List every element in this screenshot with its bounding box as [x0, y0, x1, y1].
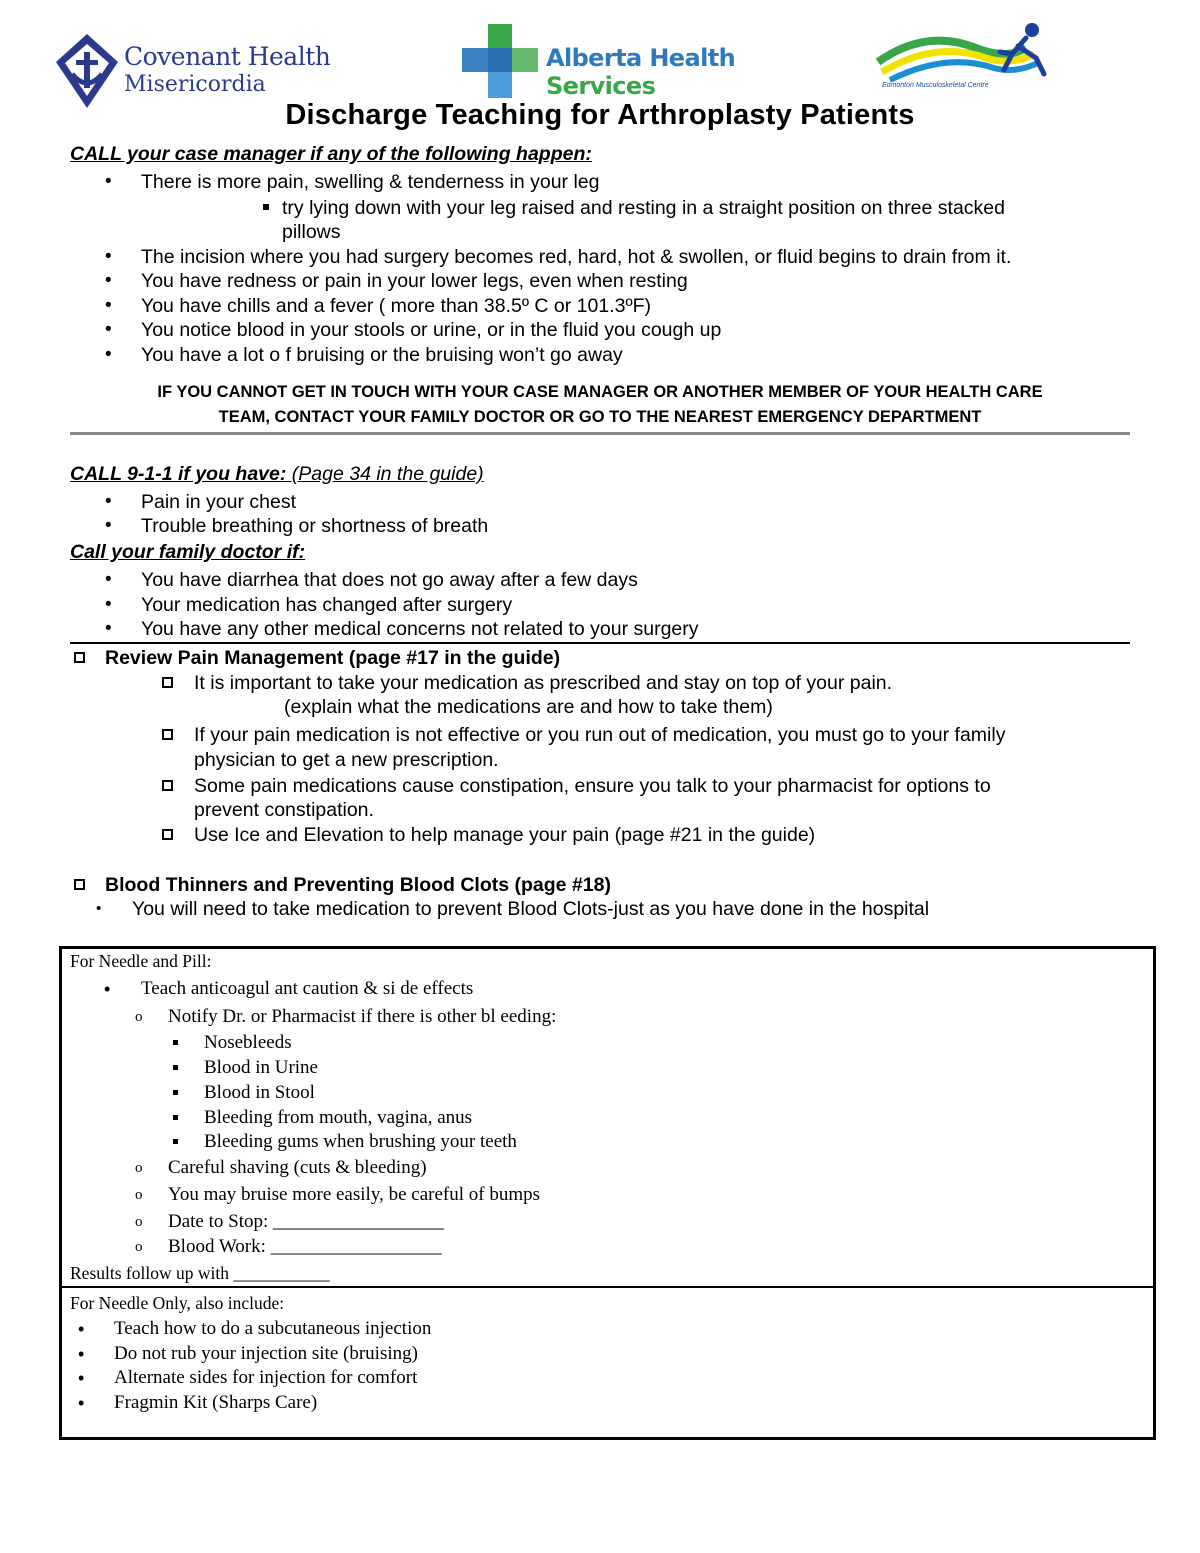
ahs-name-line2: Services	[546, 72, 656, 100]
needle-pill-heading: For Needle and Pill:	[70, 951, 212, 971]
needle-only-item-1: Teach how to do a subcutaneous injection	[114, 1318, 432, 1339]
results-follow-up-field[interactable]: Results follow up with ___________	[70, 1263, 330, 1283]
page-title: Discharge Teaching for Arthroplasty Patients	[285, 99, 915, 131]
warning-line-1: IF YOU CANNOT GET IN TOUCH WITH YOUR CASE MANAGER OR ANOTHER MEMBER OF YOUR HEALTH CARE	[157, 383, 1043, 401]
circle-bullet-icon: o	[135, 1214, 143, 1230]
bullet-icon: •	[105, 515, 112, 536]
covenant-name-line1: Covenant Health	[124, 42, 331, 71]
blood-thinners-item-1: You will need to take medication to prevent Blood Clots-just as you have done in the hospital	[132, 898, 930, 920]
needle-pill-notify: Notify Dr. or Pharmacist if there is other bl eeding:	[168, 1006, 557, 1027]
family-doctor-item-2: Your medication has changed after surgery	[141, 594, 513, 616]
bleeding-sign-5: Bleeding gums when brushing your teeth	[204, 1131, 517, 1152]
case-manager-sub-1-line-1: try lying down with your leg raised and resting in a straight position on three stacked	[282, 197, 1005, 219]
case-manager-item-6: You have a lot o f bruising or the bruising won’t go away	[141, 344, 623, 366]
pain-item-4-checkbox[interactable]	[162, 829, 173, 840]
case-manager-item-2: The incision where you had surgery becomes red, hard, hot & swollen, or fluid begins to drain from it.	[141, 246, 1012, 268]
box-divider	[59, 1286, 1156, 1288]
bullet-icon: •	[105, 295, 112, 316]
date-to-stop-field[interactable]: Date to Stop: __________________	[168, 1211, 445, 1232]
pain-management-heading: Review Pain Management (page #17 in the guide)	[105, 647, 561, 669]
bullet-icon: •	[96, 900, 102, 917]
pain-management-checkbox[interactable]	[74, 652, 85, 663]
square-bullet-icon	[173, 1040, 178, 1045]
bullet-icon: •	[105, 594, 112, 615]
family-doctor-item-1: You have diarrhea that does not go away after a few days	[141, 569, 638, 591]
pain-item-2-line-2: physician to get a new prescription.	[194, 749, 499, 771]
needle-pill-bruise: You may bruise more easily, be careful of bumps	[168, 1184, 541, 1205]
runner-swoosh-icon	[876, 18, 1052, 82]
section-divider	[70, 432, 1130, 435]
pain-item-4: Use Ice and Elevation to help manage your pain (page #21 in the guide)	[194, 824, 816, 846]
needle-only-heading: For Needle Only, also include:	[70, 1293, 285, 1313]
circle-bullet-icon: o	[135, 1009, 143, 1025]
call-911-page-ref: (Page 34 in the guide)	[286, 463, 484, 485]
pain-item-2-checkbox[interactable]	[162, 729, 173, 740]
case-manager-heading: CALL your case manager if any of the following happen:	[70, 143, 592, 165]
bleeding-sign-4: Bleeding from mouth, vagina, anus	[204, 1107, 473, 1128]
pain-item-2-line-1: If your pain medication is not effective or you run out of medication, you must go to your family	[194, 724, 1006, 746]
bullet-icon: •	[105, 171, 112, 192]
edmonton-musculoskeletal-centre-logo	[876, 18, 1052, 96]
blood-thinners-checkbox[interactable]	[74, 879, 85, 890]
bullet-icon: •	[105, 569, 112, 590]
case-manager-item-3: You have redness or pain in your lower legs, even when resting	[141, 270, 688, 292]
bullet-icon: •	[105, 491, 112, 512]
pain-item-1-note: (explain what the medications are and how to take them)	[284, 696, 773, 718]
emc-caption: Edmonton Musculoskeletal Centre	[882, 82, 989, 89]
circle-bullet-icon: o	[135, 1160, 143, 1176]
pain-item-1: It is important to take your medication as prescribed and stay on top of your pain.	[194, 672, 893, 694]
pain-item-1-checkbox[interactable]	[162, 677, 173, 688]
bleeding-sign-1: Nosebleeds	[204, 1032, 292, 1053]
case-manager-item-4: You have chills and a fever ( more than 38.5º C or 101.3ºF)	[141, 295, 651, 317]
bullet-icon: •	[78, 1319, 85, 1339]
bullet-icon: •	[105, 319, 112, 340]
bullet-icon: •	[105, 344, 112, 365]
bleeding-sign-2: Blood in Urine	[204, 1057, 318, 1078]
square-bullet-icon	[263, 204, 269, 210]
call-911-item-2: Trouble breathing or shortness of breath	[141, 515, 489, 537]
case-manager-item-5: You notice blood in your stools or urine, or in the fluid you cough up	[141, 319, 722, 341]
pain-item-3-line-2: prevent constipation.	[194, 799, 374, 821]
needle-pill-shaving: Careful shaving (cuts & bleeding)	[168, 1157, 427, 1178]
bullet-icon: •	[104, 979, 111, 999]
alberta-health-services-logo	[462, 24, 736, 100]
needle-only-item-4: Fragmin Kit (Sharps Care)	[114, 1392, 318, 1413]
pain-item-3-checkbox[interactable]	[162, 780, 173, 791]
bullet-icon: •	[105, 246, 112, 267]
call-911-heading	[70, 462, 484, 486]
square-bullet-icon	[173, 1065, 178, 1070]
warning-line-2: TEAM, CONTACT YOUR FAMILY DOCTOR OR GO TO THE NEAREST EMERGENCY DEPARTMENT	[218, 408, 982, 426]
bullet-icon: •	[78, 1344, 85, 1364]
circle-bullet-icon: o	[135, 1187, 143, 1203]
blood-work-field[interactable]: Blood Work: __________________	[168, 1236, 442, 1257]
bullet-icon: •	[78, 1393, 85, 1413]
needle-pill-teach: Teach anticoagul ant caution & si de effects	[141, 978, 474, 999]
case-manager-sub-1-line-2: pillows	[282, 221, 341, 243]
needle-only-item-2: Do not rub your injection site (bruising)	[114, 1343, 418, 1364]
circle-bullet-icon: o	[135, 1239, 143, 1255]
bullet-icon: •	[78, 1368, 85, 1388]
blood-thinners-heading: Blood Thinners and Preventing Blood Clots (page #18)	[105, 874, 611, 896]
family-doctor-heading: Call your family doctor if:	[70, 541, 306, 563]
ahs-name-line1: Alberta Health	[546, 44, 736, 72]
call-911-heading-text: CALL 9-1-1 if you have:	[70, 463, 287, 485]
square-bullet-icon	[173, 1139, 178, 1144]
square-bullet-icon	[173, 1115, 178, 1120]
case-manager-item-1: There is more pain, swelling & tenderness in your leg	[141, 171, 600, 193]
bullet-icon: •	[105, 270, 112, 291]
section-divider	[70, 642, 1130, 644]
bullet-icon: •	[105, 618, 112, 639]
ahs-cross-icon	[462, 24, 540, 100]
square-bullet-icon	[173, 1090, 178, 1095]
needle-only-item-3: Alternate sides for injection for comfort	[114, 1367, 418, 1388]
pain-item-3-line-1: Some pain medications cause constipation, ensure you talk to your pharmacist for options to	[194, 775, 991, 797]
family-doctor-item-3: You have any other medical concerns not related to your surgery	[141, 618, 699, 640]
call-911-item-1: Pain in your chest	[141, 491, 297, 513]
covenant-name-line2: Misericordia	[124, 72, 266, 97]
bleeding-sign-3: Blood in Stool	[204, 1082, 315, 1103]
